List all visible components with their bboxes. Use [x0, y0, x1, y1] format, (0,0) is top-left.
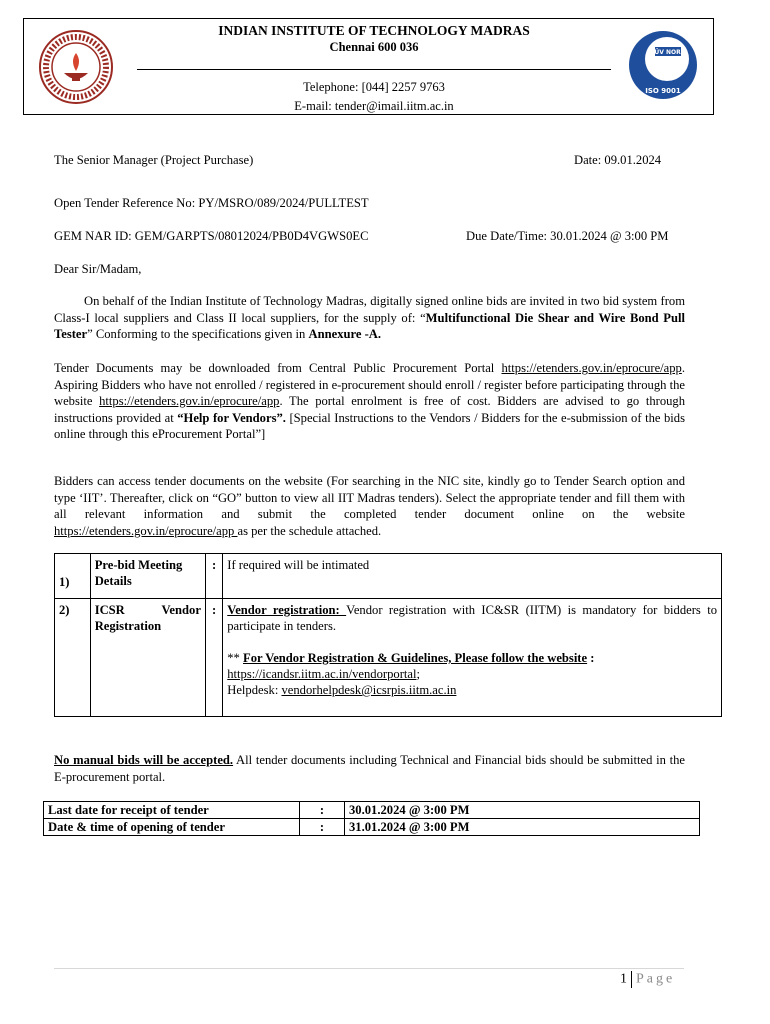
- footer-divider: [54, 968, 684, 969]
- header-divider: [137, 69, 611, 70]
- eprocure-link[interactable]: https://etenders.gov.in/eprocure/app: [501, 361, 682, 375]
- iso-badge-bottom: ISO 9001: [645, 87, 681, 95]
- tender-reference: Open Tender Reference No: PY/MSRO/089/2024/PULLTEST: [54, 196, 369, 210]
- vendor-portal-link[interactable]: https://icandsr.iitm.ac.in/vendorportal: [227, 667, 417, 681]
- intro-paragraph: On behalf of the Indian Institute of Technology Madras, digitally signed online bids are invited in two bid system from Class-I local suppliers and Class II local suppliers, for the supply of: “Multifunctional Die Shear and Wire Bond Pull Tester” Conforming to the specifications given in Annexure -A.: [54, 294, 685, 341]
- email: E-mail: tender@imail.iitm.ac.in: [294, 99, 454, 113]
- page-number: 1 Page: [620, 971, 676, 987]
- gem-nar-id: GEM NAR ID: GEM/GARPTS/08012024/PB0D4VGWS0EC: [54, 229, 369, 243]
- table-row: [44, 802, 700, 819]
- eprocure-link-2[interactable]: https://etenders.gov.in/eprocure/app: [99, 394, 280, 408]
- row-colon: :: [205, 554, 222, 599]
- addressee: The Senior Manager (Project Purchase): [54, 153, 254, 167]
- row-value: If required will be intimated: [223, 554, 722, 599]
- date-value: 31.01.2024 @ 3:00 PM: [345, 819, 700, 836]
- date-label: Date & time of opening of tender: [44, 819, 300, 836]
- vendor-registration-heading: Vendor registration:: [227, 603, 347, 617]
- access-paragraph: Bidders can access tender documents on the website (For searching in the NIC site, kindly go to Tender Search option and type ‘IIT’. Thereafter, click on “GO” button to view all IIT Madras tenders). Select the appropriate tender and fill them with all relevant information and submit the completed tender document online on the website https://etenders.gov.in/eprocure/app as per the schedule attached.: [54, 474, 685, 538]
- manual-bids-note: No manual bids will be accepted. All tender documents including Technical and Financial bids should be submitted in the E-procurement portal.: [54, 753, 685, 784]
- row-colon: :: [205, 599, 222, 717]
- helpdesk-email-link[interactable]: vendorhelpdesk@icsrpis.iitm.ac.in: [281, 683, 457, 697]
- vendor-guidelines-heading: For Vendor Registration & Guidelines, Please follow the website: [243, 651, 588, 665]
- help-for-vendors: “Help for Vendors”.: [177, 410, 286, 425]
- letter-date: Date: 09.01.2024: [574, 153, 662, 167]
- table-row: [44, 819, 700, 836]
- telephone: Telephone: [044] 2257 9763: [303, 80, 445, 94]
- institute-city: Chennai 600 036: [329, 40, 419, 54]
- date-label: Last date for receipt of tender: [44, 802, 300, 819]
- table-row: [55, 599, 722, 717]
- iso-certification-icon: [627, 29, 699, 101]
- tender-item: Multifunctional Die Shear and Wire Bond Pull Tester: [54, 310, 685, 341]
- date-colon: :: [300, 819, 345, 836]
- row-number: 2): [55, 599, 91, 717]
- salutation: Dear Sir/Madam,: [54, 262, 142, 276]
- schedule-table: [54, 553, 722, 717]
- eprocure-link-3[interactable]: https://etenders.gov.in/eprocure/app: [54, 523, 238, 538]
- manual-bids-heading: No manual bids will be accepted.: [54, 753, 234, 767]
- date-value: 30.01.2024 @ 3:00 PM: [345, 802, 700, 819]
- date-colon: :: [300, 802, 345, 819]
- institute-name: INDIAN INSTITUTE OF TECHNOLOGY MADRAS: [218, 23, 530, 38]
- row-number: 1): [55, 554, 91, 599]
- due-date: Due Date/Time: 30.01.2024 @ 3:00 PM: [466, 229, 669, 243]
- key-dates-table: [43, 801, 700, 836]
- row-label: ICSR Vendor Registration: [90, 599, 205, 717]
- letterhead: [23, 18, 714, 115]
- table-row: [55, 554, 722, 599]
- iso-badge-top: TÜV NORD: [650, 49, 686, 56]
- row-value: Vendor registration: Vendor registration with IC&SR (IITM) is mandatory for bidders to participate in tenders. ** For Vendor Registration & Guidelines, Please follow the website : https://icandsr.iitm.ac.in/vendorportal; Helpdesk: vendorhelpdesk@icsrpis.iitm.ac.in: [223, 599, 722, 717]
- annexure-ref: Annexure -A.: [308, 327, 382, 341]
- row-label: Pre-bid Meeting Details: [90, 554, 205, 599]
- download-paragraph: Tender Documents may be downloaded from Central Public Procurement Portal https://etenders.gov.in/eprocure/app. Aspiring Bidders who have not enrolled / registered in e-procurement should enroll / register before participating through the website https://etenders.gov.in/eprocure/app. The portal enrolment is free of cost. Bidders are advised to go through instructions provided at “Help for Vendors”. [Special Instructions to the Vendors / Bidders for the e-submission of the bids online through this eProcurement Portal”]: [54, 361, 686, 441]
- iitm-logo-icon: [38, 29, 114, 105]
